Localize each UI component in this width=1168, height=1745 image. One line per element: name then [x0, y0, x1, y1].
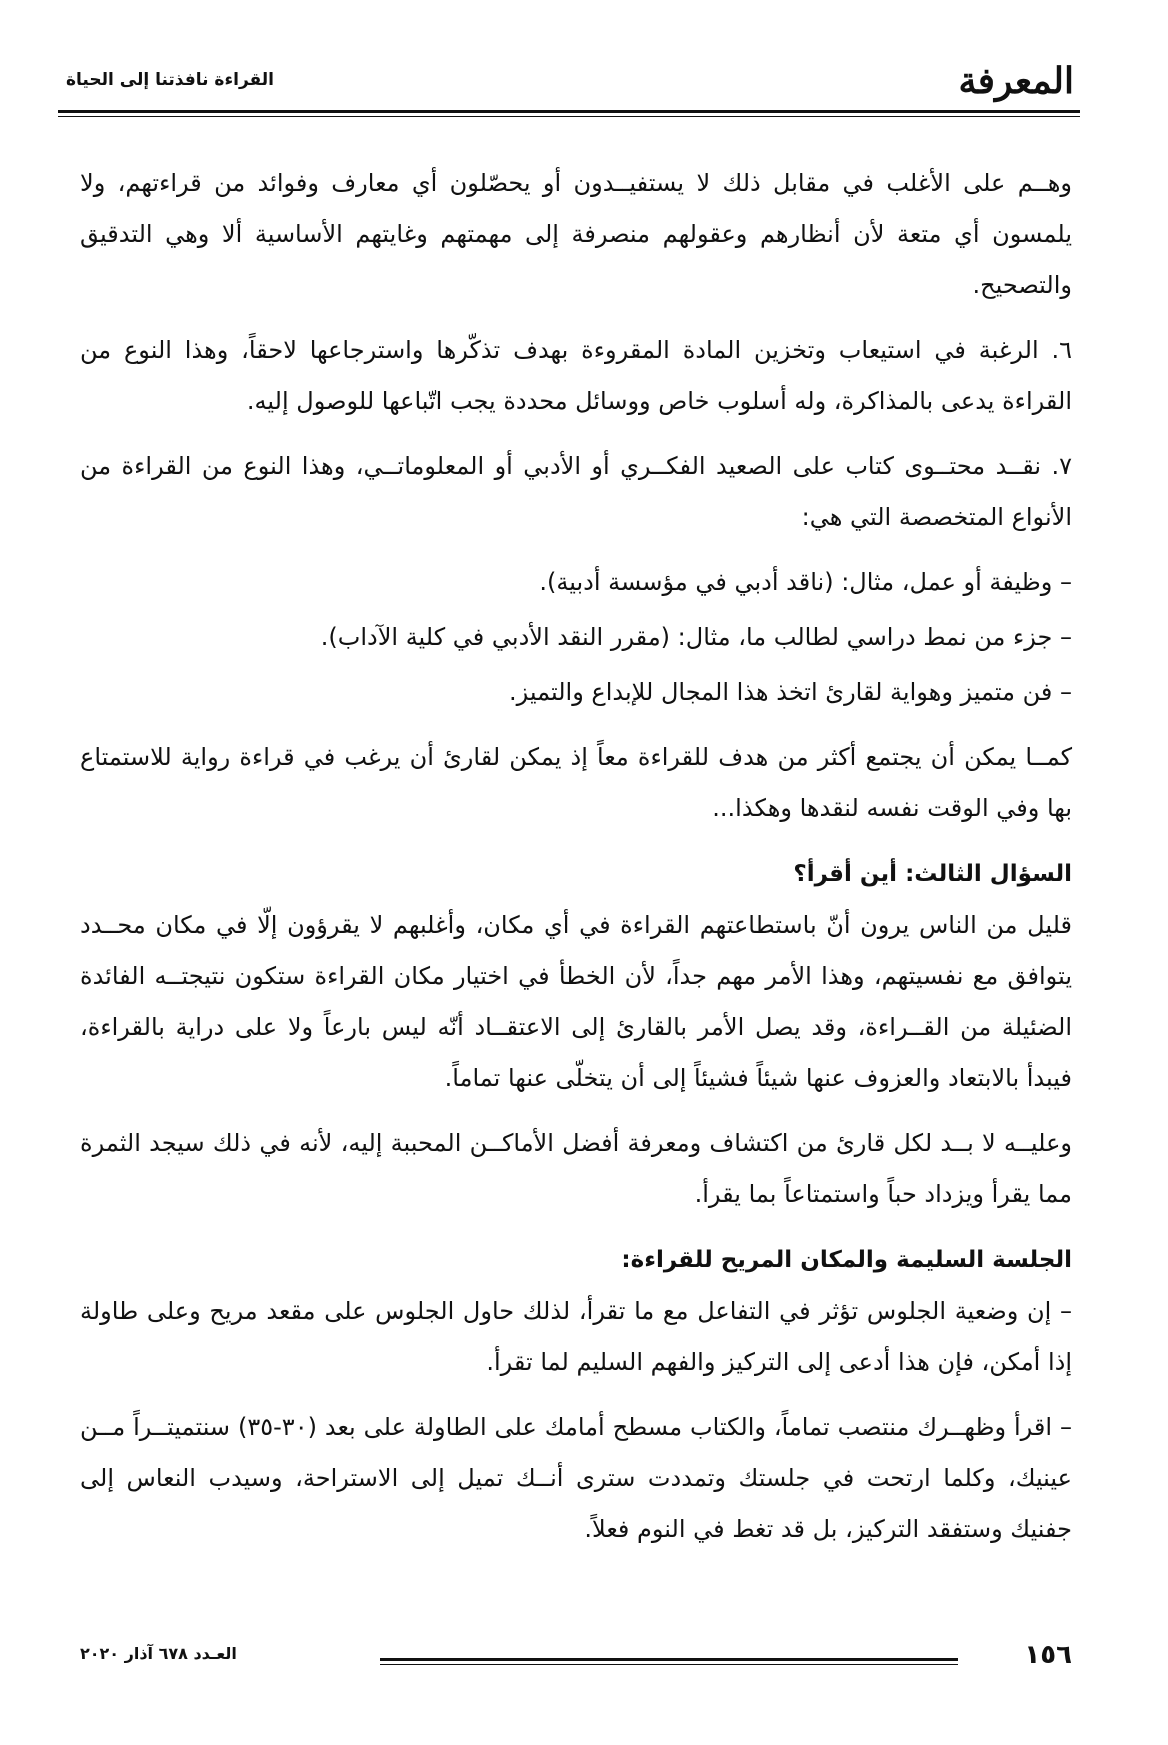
paragraph: ٧. نقــد محتــوى كتاب على الصعيد الفكــري أو الأدبي أو المعلوماتــي، وهذا النوع من القراءة من الأنواع المتخصصة التي هي: — [80, 452, 1072, 531]
page-footer — [80, 1640, 1072, 1680]
footer-rule — [380, 1658, 958, 1661]
section-heading: السؤال الثالث: أين أقرأ؟ — [793, 861, 1072, 887]
page-number: ١٥٦ — [1024, 1640, 1072, 1670]
paragraph: كمــا يمكن أن يجتمع أكثر من هدف للقراءة معاً إذ يمكن لقارئ أن يرغب في قراءة رواية للاستمتاع بها وفي الوقت نفسه لنقدها وهكذا... — [80, 743, 1072, 822]
paragraph: وهــم على الأغلب في مقابل ذلك لا يستفيــدون أو يحصّلون أي معارف وفوائد من قراءتهم، ولا يلمسون أي متعة لأن أنظارهم وعقولهم منصرفة إلى مهمتهم وغايتهم الأساسية ألا وهي التدقيق والتصحيح. — [80, 169, 1072, 299]
paragraph: – إن وضعية الجلوس تؤثر في التفاعل مع ما تقرأ، لذلك حاول الجلوس على مقعد مريح وعلى طاولة إذا أمكن، فإن هذا أدعى إلى التركيز والفهم السليم لما تقرأ. — [80, 1297, 1072, 1376]
running-title: القراءة نافذتنا إلى الحياة — [66, 70, 274, 90]
issue-info: العـدد ٦٧٨ آذار ٢٠٢٠ — [80, 1644, 237, 1663]
paragraph: قليل من الناس يرون أنّ باستطاعتهم القراءة في أي مكان، وأغلبهم لا يقرؤون إلّا في مكان محــدد يتوافق مع نفسيتهم، وهذا الأمر مهم جداً، لأن الخطأ في اختيار مكان القراءة ستكون نتيجتــه الفائدة الضئيلة من القــراءة، وقد يصل الأمر بالقارئ إلى الاعتقــاد أنّه ليس بارعاً ولا على دراية بالقراءة، فيبدأ بالابتعاد والعزوف عنها شيئاً فشيئاً إلى أن يتخلّى عنها تماماً. — [80, 911, 1072, 1092]
paragraph: وعليــه لا بــد لكل قارئ من اكتشاف ومعرفة أفضل الأماكــن المحببة إليه، لأنه في ذلك سيجد الثمرة مما يقرأ ويزداد حباً واستمتاعاً بما يقرأ. — [80, 1129, 1072, 1208]
magazine-logo: المعرفة — [958, 60, 1074, 102]
article-body — [80, 158, 1072, 1569]
section-heading: الجلسة السليمة والمكان المريح للقراءة: — [621, 1247, 1072, 1273]
bullet-item: – فن متميز وهواية لقارئ اتخذ هذا المجال للإبداع والتميز. — [508, 678, 1072, 706]
page-header — [58, 48, 1080, 116]
paragraph: – اقرأ وظهــرك منتصب تماماً، والكتاب مسطح أمامك على الطاولة على بعد (٣٠-٣٥) سنتميتــراً مــن عينيك، وكلما ارتحت في جلستك وتمددت سترى أنــك تميل إلى الاستراحة، وسيدب النعاس إلى جفنيك وستفقد التركيز، بل قد تغط في النوم فعلاً. — [80, 1413, 1073, 1543]
footer-rule-thin — [380, 1664, 958, 1665]
paragraph: ٦. الرغبة في استيعاب وتخزين المادة المقروءة بهدف تذكّرها واسترجاعها لاحقاً، وهذا النوع من القراءة يدعى بالمذاكرة، وله أسلوب خاص ووسائل محددة يجب اتّباعها للوصول إليه. — [80, 336, 1072, 415]
bullet-item: – وظيفة أو عمل، مثال: (ناقد أدبي في مؤسسة أدبية). — [539, 568, 1072, 596]
bullet-item: – جزء من نمط دراسي لطالب ما، مثال: (مقرر النقد الأدبي في كلية الآداب). — [320, 623, 1072, 651]
header-rule — [58, 110, 1080, 113]
header-rule-thin — [58, 116, 1080, 117]
